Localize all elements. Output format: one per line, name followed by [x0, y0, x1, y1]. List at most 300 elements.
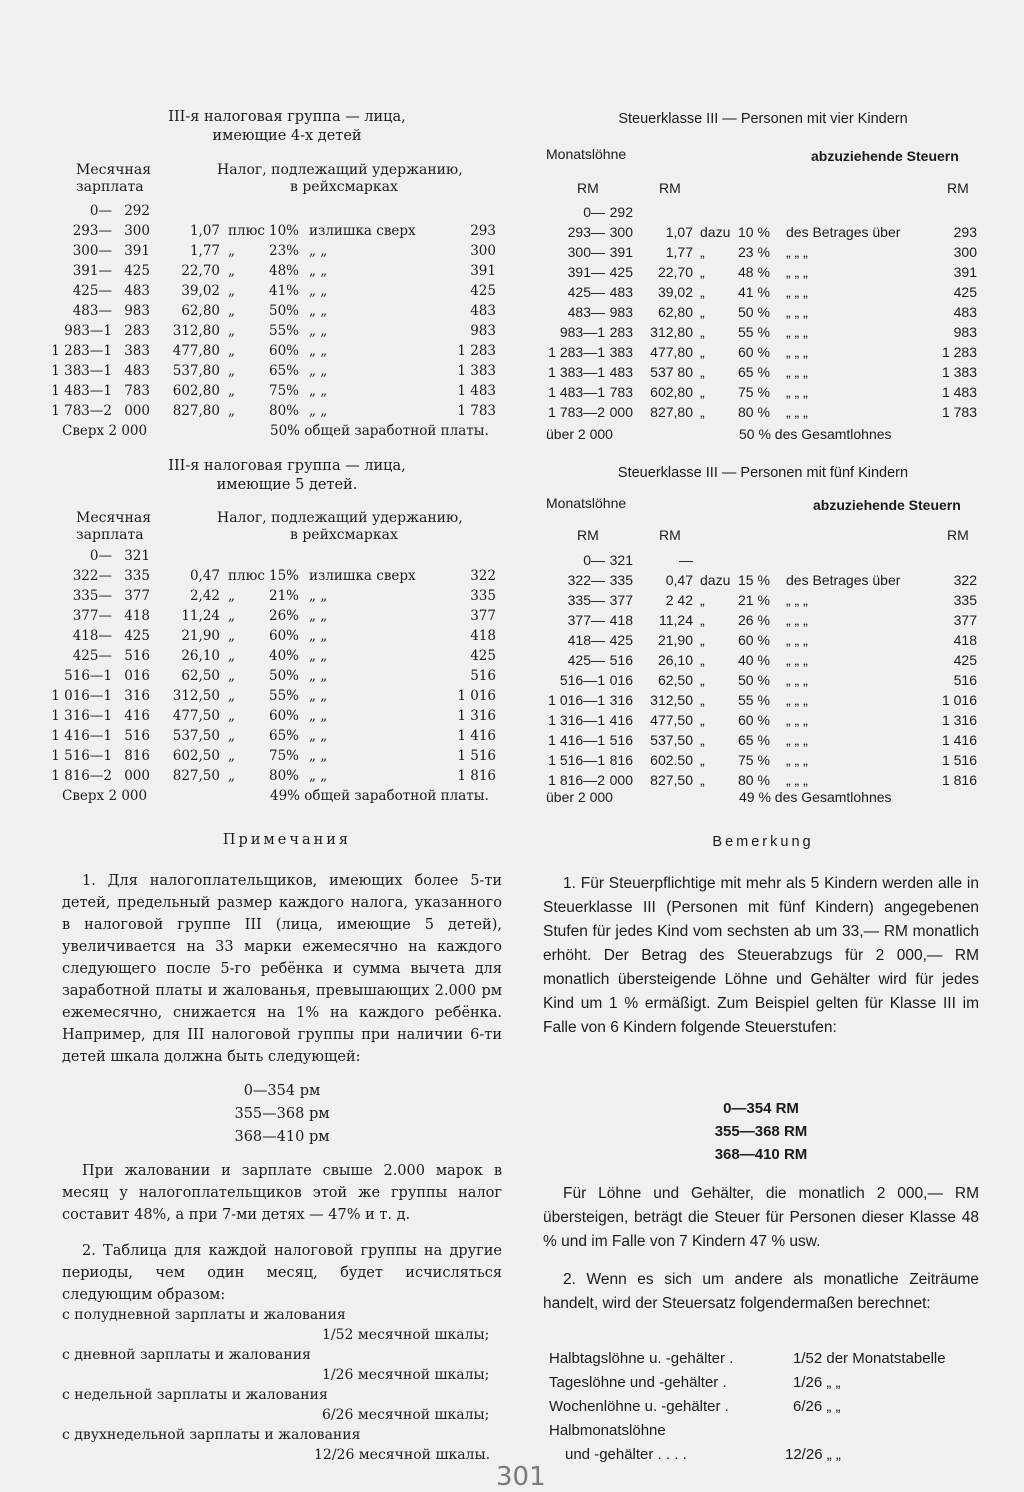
ru-t2-cell-connector: „	[228, 768, 235, 784]
ru-t2-cell-threshold: 1 416	[457, 728, 496, 744]
de-table2-over-text: 49 % des Gesamtlohnes	[739, 789, 892, 805]
de-t1-cell-rate: 41 %	[738, 284, 770, 300]
ru-t2-cell-range-from: 1 016—1	[51, 688, 112, 704]
ru-t1-cell-rate: 10%	[269, 223, 300, 239]
de-t2-cell-base-tax: 2 42	[665, 592, 693, 608]
de-t1-cell-threshold: 391	[953, 264, 977, 280]
de-t1-cell-threshold: 300	[953, 244, 977, 260]
ru-t2-cell-range-to: 316	[124, 688, 150, 704]
ru-table1-over: Сверх 2 000	[62, 423, 148, 439]
de-t2-cell-connector: „	[700, 712, 705, 728]
de-t2-row	[543, 630, 983, 650]
ru-t1-row	[51, 401, 502, 421]
ru-t1-cell-threshold: 300	[470, 243, 496, 259]
de-t2-row	[543, 730, 983, 750]
ru-t2-cell-base-tax: 2,42	[189, 588, 220, 604]
de-t2-cell-threshold: 1 516	[941, 752, 977, 768]
de-t2-cell-connector: dazu	[700, 572, 731, 588]
de-period-1-value: 1/52 der Monatstabelle	[793, 1350, 946, 1367]
de-t1-cell-base-tax: 39,02	[657, 284, 693, 300]
de-t2-cell-range-from: 1 316—1	[548, 712, 605, 728]
de-t2-cell-rate: 21 %	[738, 592, 770, 608]
de-t1-cell-text: „ „ „	[786, 284, 808, 300]
de-header-rm2: RM	[659, 180, 681, 196]
de-t2-cell-base-tax: 827,50	[650, 772, 693, 788]
de-t1-cell-range-to: 425	[609, 264, 633, 280]
de-t2-cell-connector: „	[700, 612, 705, 628]
de-t1-cell-rate: 10 %	[738, 224, 770, 240]
de-t1-cell-range-to: 383	[609, 344, 633, 360]
ru-t2-cell-text: „ „	[309, 608, 328, 624]
de-t2-cell-base-tax: 21,90	[657, 632, 693, 648]
de-notes-title: Bemerkung	[712, 834, 814, 850]
de-t2-cell-range-from: 1 416—1	[548, 732, 605, 748]
ru-t1-cell-range-from: 0—	[89, 203, 112, 219]
ru-t1-cell-base-tax: 39,02	[181, 283, 220, 299]
page-number: 301	[496, 1462, 546, 1492]
de-t2-cell-text: des Betrages über	[786, 572, 901, 588]
ru-t1-cell-threshold: 483	[470, 303, 496, 319]
ru-t2-cell-rate: 60%	[269, 708, 300, 724]
de-t1-cell-text: „ „ „	[786, 304, 808, 320]
de-t1-cell-rate: 48 %	[738, 264, 770, 280]
de-t1-cell-range-to: 000	[609, 404, 633, 420]
ru-t2-cell-text: „ „	[309, 588, 328, 604]
ru-t1-cell-connector: „	[228, 323, 235, 339]
ru-t2-cell-range-to: 418	[124, 608, 150, 624]
de-period-5-value: 12/26 „ „	[785, 1446, 841, 1463]
de-t1-cell-rate: 55 %	[738, 324, 770, 340]
de-t1-cell-base-tax: 1,77	[665, 244, 693, 260]
ru-period-4: с двухнедельной зарплаты и жалования	[62, 1427, 361, 1443]
ru-t1-cell-range-to: 783	[124, 383, 150, 399]
de-note-1: 1. Für Steuerpflichtige mit mehr als 5 Kindern werden alle in Steuerklasse III (Personen mit fünf Kindern) angegebenen Stufen für jedes Kind vom sechsten ab um 33,— RM monatlich erhöht. Der Betrag des Steuerabzugs für 2 000,— RM monatlich übersteigende Löhne und Gehälter wird für jedes Kind um 1 % ermäßigt. Zum Beispiel gelten für Klasse III im Falle von 6 Kindern folgende Steuerstufen:	[543, 875, 979, 1036]
de-period-2: Tageslöhne und -gehälter .	[549, 1374, 727, 1391]
de-t2-cell-base-tax: 477,50	[650, 712, 693, 728]
ru-t1-cell-range-from: 1 783—2	[51, 403, 112, 419]
de-t2-row	[543, 550, 983, 570]
ru-t1-cell-text: „ „	[309, 303, 328, 319]
ru-t2-row	[51, 746, 502, 766]
de-t2-cell-range-to: 321	[609, 552, 633, 568]
de-t2-cell-range-to: 335	[609, 572, 633, 588]
ru-t1-cell-text: „ „	[309, 323, 328, 339]
ru-t1-cell-connector: „	[228, 383, 235, 399]
ru-t2-cell-range-from: 1 816—2	[51, 768, 112, 784]
ru-t2-cell-text: „ „	[309, 748, 328, 764]
ru-period-1: с полудневной зарплаты и жалования	[62, 1307, 346, 1323]
ru-t1-cell-text: „ „	[309, 403, 328, 419]
de-t1-row	[543, 342, 983, 362]
de-t1-cell-text: „ „ „	[786, 244, 808, 260]
ru-t1-cell-connector: „	[228, 263, 235, 279]
ru-t1-cell-base-tax: 22,70	[181, 263, 220, 279]
ru-t2-cell-connector: плюс	[228, 568, 265, 584]
ru-t1-cell-rate: 80%	[269, 403, 300, 419]
ru-t2-row	[62, 626, 502, 646]
ru-t1-cell-range-from: 425—	[72, 283, 112, 299]
de-t1-row	[543, 302, 983, 322]
ru-t2-cell-threshold: 1 016	[457, 688, 496, 704]
de-t2-cell-rate: 65 %	[738, 732, 770, 748]
de-t2-cell-range-to: 816	[609, 752, 633, 768]
de-t2-cell-range-from: 516—1	[559, 672, 605, 688]
de-t2-cell-rate: 80 %	[738, 772, 770, 788]
de-t1-cell-rate: 23 %	[738, 244, 770, 260]
ru-t1-cell-threshold: 1 783	[457, 403, 496, 419]
de-t1-cell-connector: „	[700, 404, 705, 420]
ru-t1-cell-range-from: 1 283—1	[51, 343, 112, 359]
ru-t2-cell-connector: „	[228, 628, 235, 644]
de-t2-cell-range-to: 516	[609, 732, 633, 748]
de-header2-monthly: Monatslöhne	[546, 495, 627, 511]
ru-table2-over: Сверх 2 000	[62, 788, 148, 804]
ru-t2-cell-rate: 60%	[269, 628, 300, 644]
de-t1-cell-base-tax: 312,80	[650, 324, 693, 340]
de-t2-cell-base-tax: 62,50	[657, 672, 693, 688]
ru-t2-cell-range-from: 335—	[72, 588, 112, 604]
ru-period-3-value: 6/26 месячной шкалы;	[322, 1407, 490, 1423]
ru-t2-row	[51, 766, 502, 786]
ru-table1-over-text: 50% общей заработной платы.	[270, 423, 489, 439]
de-t2-cell-range-to: 418	[609, 612, 633, 628]
ru-t1-cell-range-from: 293—	[72, 223, 112, 239]
ru-t1-cell-connector: „	[228, 363, 235, 379]
de-t1-cell-range-from: 300—	[567, 244, 605, 260]
de-t2-cell-range-from: 1 016—1	[548, 692, 605, 708]
ru-t2-cell-threshold: 516	[470, 668, 496, 684]
ru-t1-cell-range-to: 300	[124, 223, 150, 239]
ru-t2-cell-range-from: 418—	[72, 628, 112, 644]
de-t1-cell-rate: 65 %	[738, 364, 770, 380]
ru-t2-cell-range-from: 322—	[72, 568, 112, 584]
ru-header-monthly: Месячная	[76, 162, 152, 178]
de-t2-cell-connector: „	[700, 732, 705, 748]
ru-t1-row	[51, 381, 502, 401]
ru-t2-cell-range-to: 516	[124, 728, 150, 744]
de-t2-row	[543, 750, 983, 770]
de-table1-over-text: 50 % des Gesamtlohnes	[739, 426, 892, 442]
ru-t1-cell-threshold: 1 483	[457, 383, 496, 399]
ru-t2-cell-threshold: 1 816	[457, 768, 496, 784]
ru-t2-cell-rate: 80%	[269, 768, 300, 784]
de-scale-3: 368—410 RM	[714, 1146, 808, 1163]
ru-scale-1: 0—354 рм	[243, 1083, 321, 1099]
de-t2-cell-range-from: 418—	[567, 632, 605, 648]
de-t2-cell-threshold: 1 416	[941, 732, 977, 748]
ru-t1-cell-base-tax: 477,80	[172, 343, 220, 359]
ru-t1-cell-threshold: 1 283	[457, 343, 496, 359]
ru-t2-cell-range-to: 416	[124, 708, 150, 724]
de-t2-cell-range-to: 516	[609, 652, 633, 668]
de-t2-cell-range-to: 416	[609, 712, 633, 728]
ru-t2-cell-range-from: 377—	[72, 608, 112, 624]
ru-period-3: с недельной зарплаты и жалования	[62, 1387, 328, 1403]
de-t2-cell-base-tax: 11,24	[659, 612, 693, 628]
ru-t2-row	[62, 606, 502, 626]
de-t1-cell-range-to: 783	[609, 384, 633, 400]
de-period-3: Wochenlöhne u. -gehälter .	[549, 1398, 729, 1415]
ru-t1-cell-range-to: 425	[124, 263, 150, 279]
de-header2-rm1: RM	[577, 527, 599, 543]
de-period-4: Halbmonatslöhne	[549, 1422, 666, 1439]
de-t2-cell-text: „ „ „	[786, 752, 808, 768]
ru-t1-cell-threshold: 425	[470, 283, 496, 299]
ru-t2-cell-range-from: 0—	[89, 548, 112, 564]
de-t2-cell-threshold: 425	[953, 652, 977, 668]
ru-t2-cell-text: „ „	[309, 648, 328, 664]
de-t2-cell-base-tax: —	[679, 552, 693, 568]
ru-t1-cell-rate: 55%	[269, 323, 300, 339]
de-t2-row	[543, 690, 983, 710]
de-t2-row	[543, 570, 983, 590]
de-table1-over: über 2 000	[546, 426, 613, 442]
ru-t2-cell-rate: 75%	[269, 748, 300, 764]
de-t1-cell-connector: dazu	[700, 224, 731, 240]
ru-t2-cell-text: „ „	[309, 688, 328, 704]
ru-t1-cell-text: „ „	[309, 243, 328, 259]
de-t2-cell-text: „ „ „	[786, 772, 808, 788]
ru-header2-tax: Налог, подлежащий удержанию,	[217, 510, 463, 526]
ru-t2-cell-text: „ „	[309, 708, 328, 724]
de-table2-title: Steuerklasse III — Personen mit fünf Kindern	[617, 465, 909, 481]
ru-t1-cell-text: „ „	[309, 343, 328, 359]
de-t2-cell-threshold: 335	[953, 592, 977, 608]
ru-t1-row	[51, 341, 502, 361]
de-t1-cell-text: „ „ „	[786, 264, 808, 280]
ru-t2-cell-base-tax: 477,50	[172, 708, 220, 724]
ru-t1-cell-rate: 41%	[269, 283, 300, 299]
ru-t2-cell-rate: 65%	[269, 728, 300, 744]
ru-t2-row	[62, 546, 502, 566]
de-t2-cell-range-from: 425—	[567, 652, 605, 668]
ru-t1-cell-range-to: 283	[124, 323, 150, 339]
de-t1-cell-connector: „	[700, 264, 705, 280]
de-t2-cell-rate: 60 %	[738, 712, 770, 728]
ru-t1-cell-base-tax: 602,80	[172, 383, 220, 399]
ru-t2-cell-range-to: 335	[124, 568, 150, 584]
ru-period-1-value: 1/52 месячной шкалы;	[322, 1327, 490, 1343]
de-t2-cell-threshold: 516	[953, 672, 977, 688]
ru-t1-cell-threshold: 391	[470, 263, 496, 279]
ru-t1-row	[62, 281, 502, 301]
ru-t1-cell-rate: 23%	[269, 243, 300, 259]
de-header-tax: abzuziehende Steuern	[811, 148, 959, 164]
de-t2-cell-rate: 60 %	[738, 632, 770, 648]
ru-t2-cell-range-to: 425	[124, 628, 150, 644]
de-note-2: Für Löhne und Gehälter, die monatlich 2 000,— RM übersteigen, beträgt die Steuer für Personen dieser Klasse 48 % und im Falle von 7 Kindern 47 % usw.	[543, 1185, 979, 1250]
ru-t2-cell-rate: 26%	[269, 608, 300, 624]
de-t1-cell-range-from: 983—1	[559, 324, 605, 340]
ru-t2-row	[62, 646, 502, 666]
ru-t2-cell-rate: 55%	[269, 688, 300, 704]
ru-t2-cell-threshold: 418	[470, 628, 496, 644]
ru-t2-cell-base-tax: 26,10	[181, 648, 220, 664]
ru-t2-cell-text: излишка сверх	[309, 568, 416, 584]
de-header2-rm3: RM	[947, 527, 969, 543]
de-t1-row	[543, 382, 983, 402]
ru-t1-row	[62, 241, 502, 261]
de-t2-cell-range-to: 377	[609, 592, 633, 608]
ru-t2-cell-range-from: 1 316—1	[51, 708, 112, 724]
de-t2-row	[543, 710, 983, 730]
ru-t1-cell-range-to: 383	[124, 343, 150, 359]
ru-t1-cell-base-tax: 312,80	[172, 323, 220, 339]
de-t1-cell-threshold: 483	[953, 304, 977, 320]
ru-header-reichsmark: в рейхсмарках	[290, 179, 398, 195]
ru-t1-cell-rate: 65%	[269, 363, 300, 379]
ru-t2-cell-base-tax: 0,47	[189, 568, 220, 584]
ru-t1-cell-range-to: 983	[124, 303, 150, 319]
de-t2-cell-range-to: 016	[609, 672, 633, 688]
ru-t2-cell-threshold: 1 316	[457, 708, 496, 724]
de-t2-cell-threshold: 377	[953, 612, 977, 628]
de-t1-row	[543, 222, 983, 242]
de-t1-cell-threshold: 1 383	[941, 364, 977, 380]
de-t1-cell-range-to: 292	[609, 204, 633, 220]
ru-t2-cell-base-tax: 602,50	[172, 748, 220, 764]
ru-header-tax: Налог, подлежащий удержанию,	[217, 162, 463, 178]
ru-t2-cell-connector: „	[228, 728, 235, 744]
de-t2-cell-base-tax: 537,50	[650, 732, 693, 748]
de-t1-cell-rate: 80 %	[738, 404, 770, 420]
de-t2-cell-rate: 15 %	[738, 572, 770, 588]
ru-note-3: 2. Таблица для каждой налоговой группы на другие периоды, чем один месяц, будет исчисляться следующим образом:	[62, 1243, 502, 1303]
de-t1-cell-connector: „	[700, 384, 705, 400]
de-t2-cell-rate: 50 %	[738, 672, 770, 688]
ru-t2-cell-connector: „	[228, 668, 235, 684]
de-t2-cell-connector: „	[700, 632, 705, 648]
de-t1-cell-threshold: 1 783	[941, 404, 977, 420]
de-table2-over: über 2 000	[546, 789, 613, 805]
ru-t1-cell-range-to: 292	[124, 203, 150, 219]
de-t2-cell-text: „ „ „	[786, 632, 808, 648]
de-header-rm1: RM	[577, 180, 599, 196]
ru-t2-cell-threshold: 425	[470, 648, 496, 664]
ru-t2-cell-threshold: 377	[470, 608, 496, 624]
de-t1-cell-range-to: 483	[609, 364, 633, 380]
ru-period-2: с дневной зарплаты и жалования	[62, 1347, 311, 1363]
ru-t2-cell-range-to: 016	[124, 668, 150, 684]
de-t1-cell-range-from: 1 783—2	[548, 404, 605, 420]
ru-t2-cell-rate: 15%	[269, 568, 300, 584]
ru-table1-title: III-я налоговая группа — лица,	[168, 109, 406, 125]
de-t1-row	[543, 242, 983, 262]
de-t1-cell-range-from: 425—	[567, 284, 605, 300]
ru-scale-3: 368—410 рм	[234, 1129, 330, 1145]
ru-t2-cell-text: „ „	[309, 668, 328, 684]
ru-t1-cell-connector: „	[228, 303, 235, 319]
de-t1-cell-range-from: 1 283—1	[548, 344, 605, 360]
de-t2-row	[543, 650, 983, 670]
de-t1-row	[543, 322, 983, 342]
ru-t2-cell-range-from: 425—	[72, 648, 112, 664]
ru-t1-cell-range-to: 483	[124, 283, 150, 299]
ru-t1-cell-threshold: 293	[470, 223, 496, 239]
de-header-rm3: RM	[947, 180, 969, 196]
de-t1-cell-range-to: 300	[609, 224, 633, 240]
ru-t1-cell-base-tax: 1,07	[189, 223, 220, 239]
de-t1-cell-base-tax: 537 80	[650, 364, 693, 380]
ru-t1-cell-connector: плюс	[228, 223, 265, 239]
ru-t2-cell-connector: „	[228, 608, 235, 624]
de-t2-cell-base-tax: 312,50	[650, 692, 693, 708]
ru-t1-cell-threshold: 1 383	[457, 363, 496, 379]
ru-t2-cell-text: „ „	[309, 728, 328, 744]
de-t2-cell-connector: „	[700, 692, 705, 708]
ru-t2-cell-connector: „	[228, 588, 235, 604]
ru-table2-subtitle: имеющие 5 детей.	[216, 477, 358, 493]
de-t1-cell-text: „ „ „	[786, 404, 808, 420]
de-t1-cell-range-from: 391—	[567, 264, 605, 280]
de-period-3-value: 6/26 „ „	[793, 1398, 841, 1415]
ru-t1-cell-range-from: 1 483—1	[51, 383, 112, 399]
de-t1-cell-text: „ „ „	[786, 344, 808, 360]
ru-t1-cell-range-from: 983—1	[64, 323, 112, 339]
ru-t2-cell-connector: „	[228, 648, 235, 664]
de-t1-cell-range-from: 483—	[567, 304, 605, 320]
ru-header2-monthly: Месячная	[76, 510, 152, 526]
ru-table1-subtitle: имеющие 4-х детей	[212, 128, 362, 144]
de-t2-cell-connector: „	[700, 672, 705, 688]
de-t1-cell-base-tax: 1,07	[665, 224, 693, 240]
ru-t2-cell-rate: 50%	[269, 668, 300, 684]
ru-t1-cell-range-from: 483—	[72, 303, 112, 319]
de-t2-cell-threshold: 1 316	[941, 712, 977, 728]
ru-t1-cell-text: „ „	[309, 363, 328, 379]
ru-notes-title: Примечания	[222, 832, 352, 848]
de-t1-cell-range-from: 1 483—1	[548, 384, 605, 400]
ru-t1-cell-range-from: 1 383—1	[51, 363, 112, 379]
de-t2-cell-range-to: 316	[609, 692, 633, 708]
de-t2-cell-text: „ „ „	[786, 712, 808, 728]
ru-t2-row	[62, 566, 502, 586]
de-t1-cell-connector: „	[700, 304, 705, 320]
de-header-monthly: Monatslöhne	[546, 146, 627, 162]
de-t1-cell-threshold: 293	[953, 224, 977, 240]
de-t1-cell-rate: 60 %	[738, 344, 770, 360]
ru-t1-cell-threshold: 983	[470, 323, 496, 339]
ru-t1-row	[62, 201, 502, 221]
de-t1-row	[543, 202, 983, 222]
de-t2-cell-rate: 75 %	[738, 752, 770, 768]
de-t1-cell-range-from: 1 383—1	[548, 364, 605, 380]
de-t2-row	[543, 610, 983, 630]
de-t2-cell-connector: „	[700, 752, 705, 768]
de-t1-cell-range-to: 391	[609, 244, 633, 260]
ru-t1-cell-rate: 48%	[269, 263, 300, 279]
de-t1-cell-range-to: 483	[609, 284, 633, 300]
ru-t1-cell-base-tax: 62,80	[181, 303, 220, 319]
ru-period-2-value: 1/26 месячной шкалы;	[322, 1367, 490, 1383]
ru-t1-cell-text: „ „	[309, 283, 328, 299]
de-t2-cell-base-tax: 0,47	[665, 572, 693, 588]
de-t1-cell-text: des Betrages über	[786, 224, 901, 240]
ru-t2-cell-range-to: 816	[124, 748, 150, 764]
de-t1-cell-threshold: 983	[953, 324, 977, 340]
de-t1-cell-range-from: 0—	[583, 204, 605, 220]
ru-t1-row	[62, 261, 502, 281]
ru-t1-cell-range-to: 391	[124, 243, 150, 259]
ru-t2-cell-threshold: 335	[470, 588, 496, 604]
ru-t1-row	[62, 221, 502, 241]
ru-t2-row	[62, 666, 502, 686]
ru-t2-cell-base-tax: 21,90	[181, 628, 220, 644]
de-t1-cell-base-tax: 827,80	[650, 404, 693, 420]
de-t2-cell-text: „ „ „	[786, 732, 808, 748]
de-t2-cell-range-from: 1 516—1	[548, 752, 605, 768]
de-t2-cell-rate: 26 %	[738, 612, 770, 628]
